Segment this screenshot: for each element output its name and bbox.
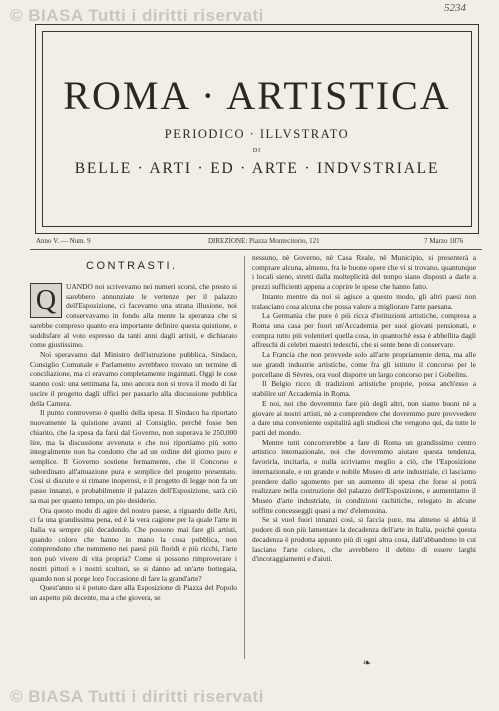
fleuron-ornament-icon: ❧	[362, 658, 372, 669]
article-column-right	[252, 253, 476, 564]
dropcap-letter: Q	[35, 285, 57, 316]
paragraph: La Germania che pure è più ricca d'istituzioni artistiche, compresa a Roma una casa per fuori un'Accademia per suoi giovani pensionati, e compra tutto più volentieri quella cosa, in quantochè essa è abbellita dagli affreschi di celebri maestri tedeschi, che si sente bene di conservare.	[252, 311, 476, 350]
masthead-di: DI	[252, 148, 262, 154]
shelfmark-note: 5234	[444, 2, 466, 14]
paragraph: nessuno, nè Governo, nè Casa Reale, nè Municipio, si presenterà a comprare alcuna, almeno, fra le buone opere che vi si trovano, quantunque i locali sieno, stretti dalla molteplicità del tempo siano disposti a darle a prezzi sufficienti appena a coprire le spese che hanno fatto.	[252, 253, 476, 292]
issue-info-bar	[30, 235, 482, 250]
paragraph: Il Belgio ricco di tradizioni artistiche proprie, possa anch'esso a stabilire un' Accademia in Roma.	[252, 379, 476, 399]
paragraph: E noi, noi che dovremmo fare più degli altri, non siamo buoni nè a giovare ai nostri artisti, nè a comprendere che dovremmo pure provvedere a dare una conveniente ospitalità agli studiosi che vengono qui, da tutte le parti del mondo.	[252, 398, 476, 437]
paragraph: Se si vuol fuori innanzi così, si faccia pure, ma almeno si abbia il pudore di non più lamentare la decadenza dell'arte in Italia, poichè questa decadenza è prodotta appunto più di ogni altra cosa, dall'abbandono in cui lasciano l'arte coloro, che avrebbero il debito di essere larghi d'incoraggiamenti e d'aiuti.	[252, 515, 476, 564]
watermark-top: © BIASA Tutti i diritti riservati	[10, 6, 264, 25]
paragraph: Ora questo modo di agire del nostro paese, a riguardo delle Arti, ci fa una grandissima pena, ed è la vera cagione per la quale l'arte in Italia va sempre più decadendo. Che possono mai fare gli artisti, quando coloro che hanno in mano la cosa pubblica, non comprendono che nemmeno nei paesi più floridi e più ricchi, l'arte non può vivere di vita propria? Come si possono rimproverare i nostri pittori e i nostri scultori, se si danno ad un'arte bottegaia, quando non si porge loro l'occasione di fare la grand'arte?	[30, 505, 237, 583]
article-column-left	[30, 258, 237, 603]
paragraph: Intanto mentre da noi si agisce a questo modo, gli altri paesi non tralasciano cosa alcuna che possa valere a migliorare l'arte paesana.	[252, 291, 476, 311]
paragraph: La Francia che non provvede solo all'arte propriamente detta, ma alle sue grandi industrie artistiche, come fra gli istituto il concorso per le porcellane di Sèvres, ora vuol disporre un largo concorso per i Gobelins.	[252, 350, 476, 379]
article-heading: CONTRASTI.	[86, 260, 178, 272]
issue-number: Anno V. — Num. 9	[36, 237, 91, 245]
masthead-arts-line: BELLE · ARTI · ED · ARTE · INDVSTRIALE	[74, 160, 440, 177]
column-divider	[244, 256, 245, 659]
paragraph: Il punto controverso è quello della spesa. Il Sindaco ha riportato nuovamente la quistione avanti al Consiglio, perchè fosse ben chiarito, che la spesa da farsi dal Governo, non superava le 250,000 lire, ma la discussione avvenuta e che noi riportiamo più sotto integralmente non ha condotto che ad un ordine del giorno puro e semplice. Il Governo sostiene fermamente, che il Concorso e subordinato all'attuazione pura e semplice del progetto presentato. Così si discute e si rimane inoperosi, e il progetto di legge non fa un passo innanzi, e probabilmente il palazzo dell'Esposizione, sarà ciò sa mai per quanto tempo, un pio desiderio.	[30, 408, 237, 505]
editorial-address: DIREZIONE: Piazza Montecitorio, 121	[208, 237, 320, 245]
masthead-title: ROMA · ARTISTICA	[63, 73, 451, 118]
paragraph: Quest'anno si è potuto dare alla Esposizione di Piazza del Popolo un aspetto più decente, ma a che giovera, se	[30, 583, 237, 602]
masthead-subtitle: PERIODICO · ILLVSTRATO	[164, 127, 350, 141]
watermark-bottom: © BIASA Tutti i diritti riservati	[10, 687, 264, 706]
paragraph: UANDO noi scrivevamo nei numeri scorsi, che presto si sarebbero annunziate le vertenze per il palazzo dell'Esposizione, ci facevamo una strana illusione, noi conservavamo in fondo alla mente la speranza che si sarebbe compreso quanto era importante definire questa quistione, e soddisfare al voto espresso da tanti anni dagli artisti, e dichiarato come giustissimo.	[30, 282, 237, 350]
issue-date: 7 Marzo 1876	[424, 237, 464, 245]
paragraph: Mentre tutti concorrerebbe a fare di Roma un grandissimo centro artistico internazionale, noi che dovremmo aiutare questa tendenza, favorirla, incitarla, e nulla scriviamo meglio a ciò, che l'Esposizione internazionale, e un grande e nobile Museo di arte industriale, ci lasciamo prendere dallo sgomento per un aumento di spesa che forse si potrà realizzare nella costruzione del palazzo dell'Esposizione, e aumentiamo il Museo d'arte industriale, in condizioni rachitiche, relegato in alcune soffitte concesseggli quasi a mo' d'elemosina.	[252, 437, 476, 515]
dropcap-ornament	[30, 283, 62, 318]
paragraph: Noi speravamo dal Ministro dell'istruzione pubblica, Sindaco, Consiglio Comunale e Parlamento avrebbero trovato un termine di conciliazione, ma ci eravamo completamente ingannati. Oggi le cose stanno così: una settimana fa, uno ancora non si trova il modo di far uscire il progetto dagli uffici per passarlo alla discussione pubblica della Camera.	[30, 350, 237, 408]
